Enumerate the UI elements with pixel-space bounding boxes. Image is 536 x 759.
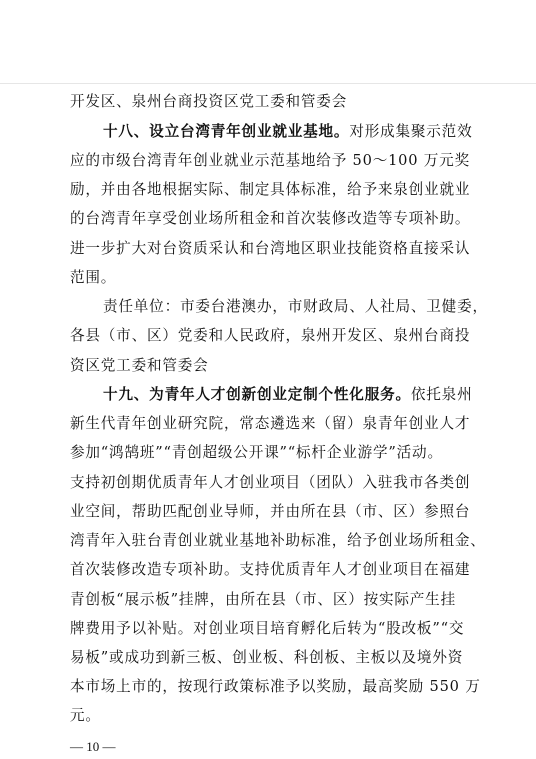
text-line: 支持初创期优质青年人才创业项目（团队）入驻我市各类创 [70,474,471,491]
text-line: 新生代青年创业研究院，常态遴选来（留）泉青年创业人才 [70,415,471,432]
text-line: 开发区、泉州台商投资区党工委和管委会 [70,93,348,110]
section-19-text: 依托泉州 [410,386,473,403]
text-line: 应的市级台湾青年创业就业示范基地给予 50～100 万元奖 [70,152,470,169]
section-18-text: 对形成集聚示范效 [349,123,473,140]
text-line: 元。 [70,707,101,724]
section-19-heading: 十九、为青年人才创新创业定制个性化服务。 [103,386,411,403]
text-line: 业空间，帮助匹配创业导师，并由所在县（市、区）参照台 [70,503,471,520]
text-line: 牌费用予以补贴。对创业项目培育孵化后转为“股改板”“交 [70,620,465,637]
top-divider [0,83,536,84]
text-line: 湾青年入驻台青创业就业基地补助标准，给予创业场所租金、 [70,532,486,549]
text-line: 范围。 [70,269,117,286]
responsible-units-label: 责任单位： [103,298,180,315]
text-line: 的台湾青年享受创业场所租金和首次装修改造等专项补助。 [70,210,471,227]
responsible-units-line [103,297,488,317]
section-18-heading: 十八、设立台湾青年创业就业基地。 [103,123,350,140]
text-line: 励，并由各地根据实际、制定具体标准，给予来泉创业就业 [70,181,471,198]
text-line: 进一步扩大对台资质采认和台湾地区职业技能资格直接采认 [70,240,471,257]
text-line: 资区党工委和管委会 [70,357,209,374]
section-18-line [103,122,473,142]
text-line: 参加“鸿鹄班”“青创超级公开课”“标杆企业游学”活动。 [70,444,443,461]
text-line: 各县（市、区）党委和人民政府，泉州开发区、泉州台商投 [70,327,471,344]
page-number: — 10 — [70,739,116,754]
text-line: 本市场上市的，按现行政策标准予以奖励，最高奖励 550 万 [70,678,481,695]
responsible-units-text: 市委台港澳办，市财政局、人社局、卫健委， [179,298,488,315]
text-line: 首次装修改造专项补助。支持优质青年人才创业项目在福建 [70,561,471,578]
text-line: 易板”或成功到新三板、创业板、科创板、主板以及境外资 [70,649,464,666]
text-line: 青创板“展示板”挂牌，由所在县（市、区）按实际产生挂 [70,591,456,608]
section-19-line [103,385,473,405]
